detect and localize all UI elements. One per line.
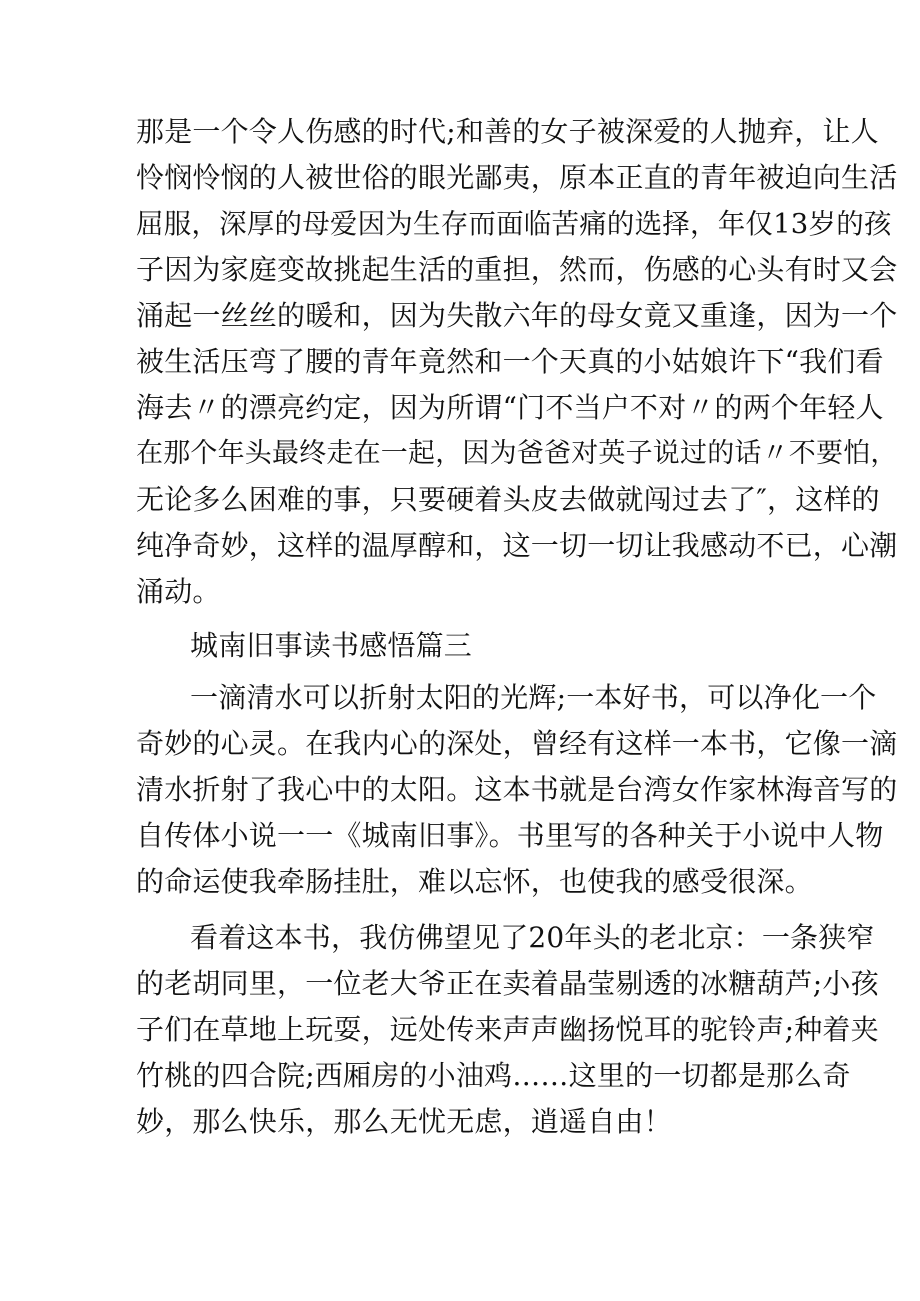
text-line: 的命运使我牵肠挂肚，难以忘怀，也使我的感受很深。 [136,865,813,898]
text-line: 屈服，深厚的母爱因为生存而面临苦痛的选择，年仅13岁的孩 [136,208,892,240]
text-line: 竹桃的四合院;西厢房的小油鸡……这里的一切都是那么奇 [136,1059,851,1092]
text-line: 在那个年头最终走在一起，因为爸爸对英子说过的话〃不要怕， [136,438,898,469]
text-line: 纯净奇妙，这样的温厚醇和，这一切一切让我感动不已，心潮 [136,529,898,562]
text-line: 被生活压弯了腰的青年竟然和一个天真的小姑娘许下“我们看 [136,345,884,378]
text-line: 自传体小说一一《城南旧事》。书里写的各种关于小说中人物 [136,819,884,852]
text-line: 清水折射了我心中的太阳。这本书就是台湾女作家林海音写的 [136,773,898,806]
text-line: 奇妙的心灵。在我内心的深处，曾经有这样一本书，它像一滴 [136,727,898,760]
text-line: 子因为家庭变故挑起生活的重担，然而，伤感的心头有时又会 [136,253,898,286]
text-line: 的老胡同里，一位老大爷正在卖着晶莹剔透的冰糖葫芦;小孩 [136,967,879,1000]
paragraph-first-line: 一滴清水可以折射太阳的光辉;一本好书，可以净化一个 [190,681,877,714]
text-line: 无论多么困难的事，只要硬着头皮去做就闯过去了″，这样的 [136,483,880,516]
text-line: 怜悯怜悯的人被世俗的眼光鄙夷，原本正直的青年被迫向生活 [136,161,898,194]
paragraph-first-line: 看着这本书，我仿佛望见了20年头的老北京：一条狭窄 [190,921,875,954]
text-line: 海去〃的漂亮约定，因为所谓“门不当户不对〃的两个年轻人 [136,391,884,424]
text-line: 子们在草地上玩耍，远处传来声声幽扬悦耳的驼铃声;种着夹 [136,1013,879,1046]
section-heading: 城南旧事读书感悟篇三 [190,629,473,662]
text-line: 涌动。 [136,575,221,608]
text-line: 妙，那么快乐，那么无忧无虑，逍遥自由！ [136,1105,672,1138]
text-line: 涌起一丝丝的暖和，因为失散六年的母女竟又重逢，因为一个 [136,299,898,332]
text-line: 那是一个令人伤感的时代;和善的女子被深爱的人抛弃，让人 [136,115,879,148]
